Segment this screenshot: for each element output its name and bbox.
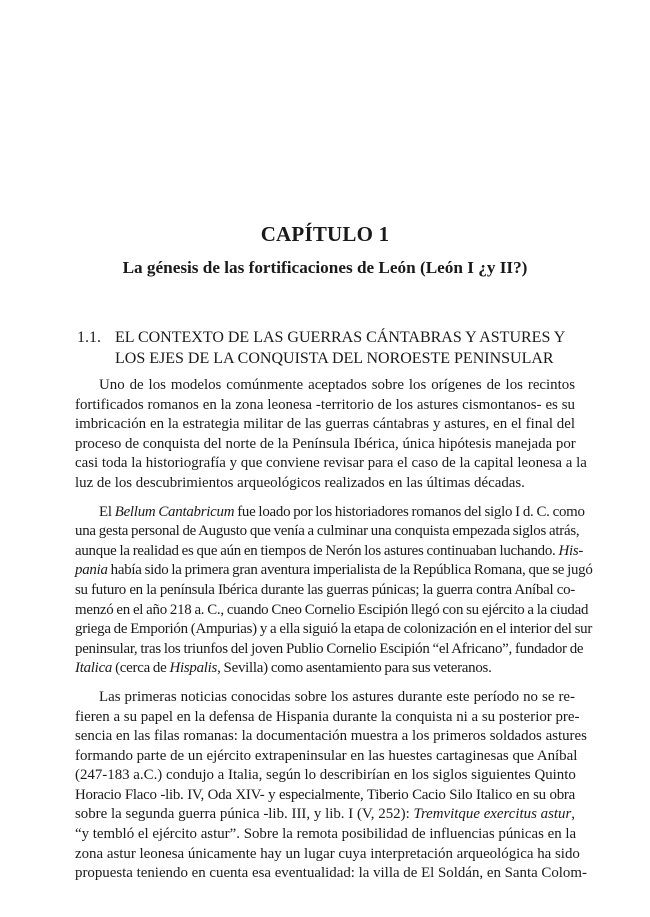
text-line: imbricación en la estrategia militar de las guerras cántabras y astures, en el final del	[75, 416, 575, 433]
text-line: sobre la segunda guerra púnica -lib. III, y lib. I (V, 252): Tremvitque exercitus astur,	[75, 806, 576, 823]
text-line: formando parte de un ejército extrapeninsular en las huestes cartaginesas que Aníbal	[75, 747, 578, 764]
italic-term: Italica	[75, 660, 113, 677]
text-line: Uno de los modelos comúnmente aceptados sobre los orígenes de los recintos	[99, 377, 575, 393]
text-line: pania había sido la primera gran aventura imperialista de la República Romana, que se jugó	[75, 562, 593, 579]
text-line: “y tembló el ejército astur”. Sobre la remota posibilidad de influencias púnicas en la	[75, 826, 577, 843]
text-line: su futuro en la península Ibérica durante las guerras púnicas; la guerra contra Aníbal co-	[75, 581, 575, 598]
text-line: luz de los descubrimientos arqueológicos realizados en las últimas décadas.	[75, 474, 525, 491]
text-line: (247-183 a.C.) condujo a Italia, según lo describirían en los siglos siguientes Quinto	[75, 767, 576, 784]
italic-term: Tremvitque exercitus astur	[413, 806, 572, 823]
text-line: menzó en el año 218 a. C., cuando Cneo Cornelio Escipión llegó con su ejército a la ciudad	[75, 601, 589, 618]
italic-term: His-	[558, 542, 584, 559]
chapter-subtitle: La génesis de las fortificaciones de León (León I ¿y II?)	[122, 258, 528, 277]
italic-term: pania	[75, 562, 108, 579]
text-line: proceso de conquista del norte de la Península Ibérica, única hipótesis manejada por	[75, 435, 576, 452]
text-line: El Bellum Cantabricum fue loado por los historiadores romanos del siglo I d. C. como	[99, 503, 585, 520]
section-heading	[77, 327, 577, 369]
italic-term: Bellum Cantabricum	[114, 503, 235, 520]
paragraph	[75, 503, 593, 679]
chapter-title: CAPÍTULO 1	[260, 222, 390, 246]
text-line: zona astur leonesa únicamente hay un lugar cuya interpretación arqueológica ha sido	[75, 845, 580, 862]
section-heading-line: EL CONTEXTO DE LAS GUERRAS CÁNTABRAS Y ASTURES Y	[115, 329, 566, 346]
text-line: casi toda la historiografía y que conviene revisar para el caso de la capital leonesa a la	[75, 455, 587, 472]
text-line: fortificados romanos en la zona leonesa -territorio de los astures cismontanos- es su	[75, 396, 575, 413]
section-number: 1.1.	[77, 329, 101, 346]
section-heading-line: LOS EJES DE LA CONQUISTA DEL NOROESTE PENINSULAR	[115, 350, 554, 367]
paragraph	[75, 376, 587, 494]
text-line: griega de Emporión (Ampurias) y a ella siguió la etapa de colonización en el interior del sur	[75, 621, 593, 638]
text-line: Horacio Flaco -lib. IV, Oda XIV- y especialmente, Tiberio Cacio Silo Italico en su obra	[75, 786, 575, 803]
text-line: fieren a su papel en la defensa de Hispania durante la conquista ni a su posterior pre-	[75, 708, 580, 725]
body-text	[75, 376, 593, 893]
text-line: propuesta teniendo en cuenta esa eventualidad: la villa de El Soldán, en Santa Colom-	[75, 865, 587, 882]
text-line: peninsular, tras los triunfos del joven Publio Cornelio Escipión “el Africano”, fundador de	[75, 640, 584, 657]
text-line: una gesta personal de Augusto que venía a culminar una conquista empezada siglos atrás,	[75, 523, 580, 540]
paragraph	[75, 688, 587, 884]
text-line: sencia en las filas romanas: la documentación muestra a los primeros soldados astures	[75, 728, 587, 745]
text-line: Las primeras noticias conocidas sobre los astures durante este período no se re-	[99, 688, 575, 705]
text-line: Italica (cerca de Hispalis, Sevilla) como asentamiento para sus veteranos.	[75, 660, 492, 677]
italic-term: Hispalis	[169, 660, 218, 677]
text-line: aunque la realidad es que aún en tiempos de Nerón los astures continuaban luchando. His-	[75, 542, 584, 559]
